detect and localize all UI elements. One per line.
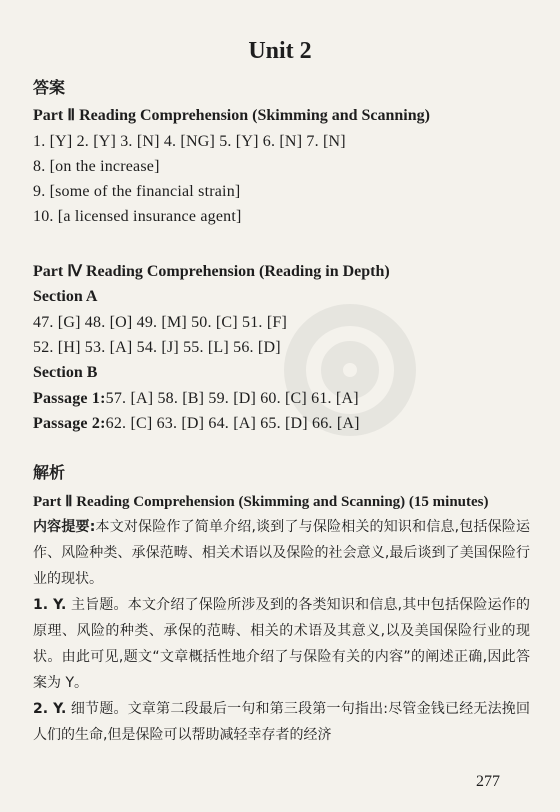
section-b-label: Section B [33, 364, 98, 381]
analysis-item-1 [33, 592, 530, 696]
content-summary-label: 内容提要: [33, 519, 96, 535]
part2-answers-line1: 1. [Y] 2. [Y] 3. [N] 4. [NG] 5. [Y] 6. [N] 7. [N] [33, 133, 346, 150]
item2-text: 细节题。文章第二段最后一句和第三段第一句指出:尽管金钱已经无法挽回人们的生命,但是保险可以帮助减轻幸存者的经济 [33, 701, 530, 743]
item2-label: 2. Y. [33, 701, 67, 717]
part4-heading: Part Ⅳ Reading Comprehension (Reading in Depth) [33, 263, 390, 280]
section-a-line1: 47. [G] 48. [O] 49. [M] 50. [C] 51. [F] [33, 314, 287, 331]
passage1-label: Passage 1: [33, 390, 106, 407]
passage1-answers: 57. [A] 58. [B] 59. [D] 60. [C] 61. [A] [105, 390, 359, 407]
item1-text: 主旨题。本文介绍了保险所涉及到的各类知识和信息,其中包括保险运作的原理、风险的种类、承保的范畴、相关的术语及其意义,以及美国保险行业的现状。由此可见,题文“文章概括性地介绍了与保险有关的内容”的阐述正确,因此答案为 Y。 [33, 597, 530, 691]
part2-answers-line4: 10. [a licensed insurance agent] [33, 208, 242, 225]
passage2-line [33, 414, 360, 434]
section-a-label: Section A [33, 288, 98, 305]
content-summary-text: 本文对保险作了简单介绍,谈到了与保险相关的知识和信息,包括保险运作、风险种类、承保范畴、相关术语以及保险的社会意义,最后谈到了美国保险行业的现状。 [33, 519, 530, 587]
item1-label: 1. Y. [33, 597, 67, 613]
analysis-heading: 解析 [33, 463, 66, 482]
passage1-line [33, 389, 359, 409]
part2-heading: Part Ⅱ Reading Comprehension (Skimming and Scanning) [33, 107, 430, 124]
passage2-label: Passage 2: [33, 415, 106, 432]
section-a-line2: 52. [H] 53. [A] 54. [J] 55. [L] 56. [D] [33, 339, 281, 356]
analysis-item-2 [33, 696, 530, 748]
part2-answers-line3: 9. [some of the financial strain] [33, 183, 241, 200]
answers-heading: 答案 [33, 78, 66, 97]
page-number: 277 [476, 773, 500, 790]
part2-answers-line2: 8. [on the increase] [33, 158, 160, 175]
passage2-answers: 62. [C] 63. [D] 64. [A] 65. [D] 66. [A] [105, 415, 360, 432]
content-summary [33, 514, 530, 592]
unit-title: Unit 2 [248, 38, 312, 64]
analysis-part-heading: Part Ⅱ Reading Comprehension (Skimming and Scanning) (15 minutes) [33, 494, 489, 510]
